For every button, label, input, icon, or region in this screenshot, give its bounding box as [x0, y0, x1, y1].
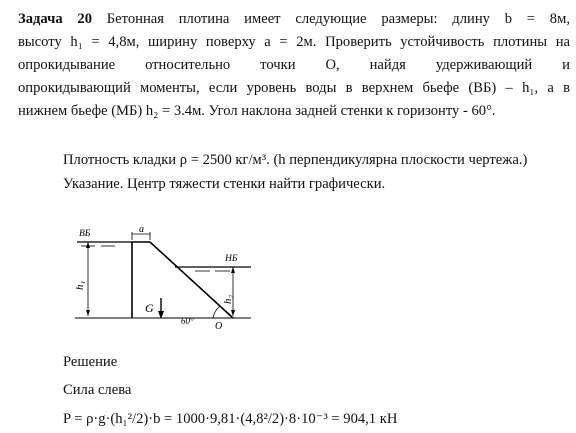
- dam-diagram: [55, 220, 255, 336]
- hint-line: Указание. Центр тяжести стенки найти графически.: [63, 176, 386, 192]
- label-h2: h₂: [222, 294, 234, 304]
- label-g: G: [145, 301, 154, 315]
- label-h1: h₁: [74, 280, 86, 290]
- solution-heading: Решение: [63, 354, 118, 370]
- label-nb: НБ: [225, 254, 238, 264]
- pressure-formula: P = ρ·g·(h₁²/2)·b = 1000·9,81·(4,8²/2)·8·10⁻³ = 904,1 кН: [63, 411, 398, 427]
- solution-subheading: Сила слева: [63, 382, 132, 398]
- angle-arc: [213, 306, 220, 318]
- problem-line-2: высоту h₁ = 4,8м, ширину поверху a = 2м. Проверить устойчивость плотины на: [18, 34, 570, 50]
- density-line: Плотность кладки ρ = 2500 кг/м³. (h перпендикулярна плоскости чертежа.): [63, 152, 528, 168]
- problem-line-5: нижнем бьефе (МБ) h₂ = 3.4м. Угол наклона задней стенки к горизонту - 60°.: [18, 103, 496, 119]
- problem-line-4: опрокидывающий моменты, если уровень воды в верхнем бьефе (ВБ) – h₁, а в: [18, 80, 570, 96]
- label-o: O: [215, 321, 223, 332]
- problem-label: Задача 20: [18, 11, 92, 27]
- label-a: a: [139, 224, 144, 235]
- label-angle: 60°: [181, 316, 194, 326]
- problem-line-1: Задача 20 Бетонная плотина имеет следующие размеры: длину b = 8м,: [18, 11, 570, 27]
- problem-text: [18, 8, 570, 123]
- label-vb: ВБ: [79, 229, 91, 239]
- problem-line-3: опрокидывание относительно точки О, найдя удерживающий и: [18, 57, 570, 73]
